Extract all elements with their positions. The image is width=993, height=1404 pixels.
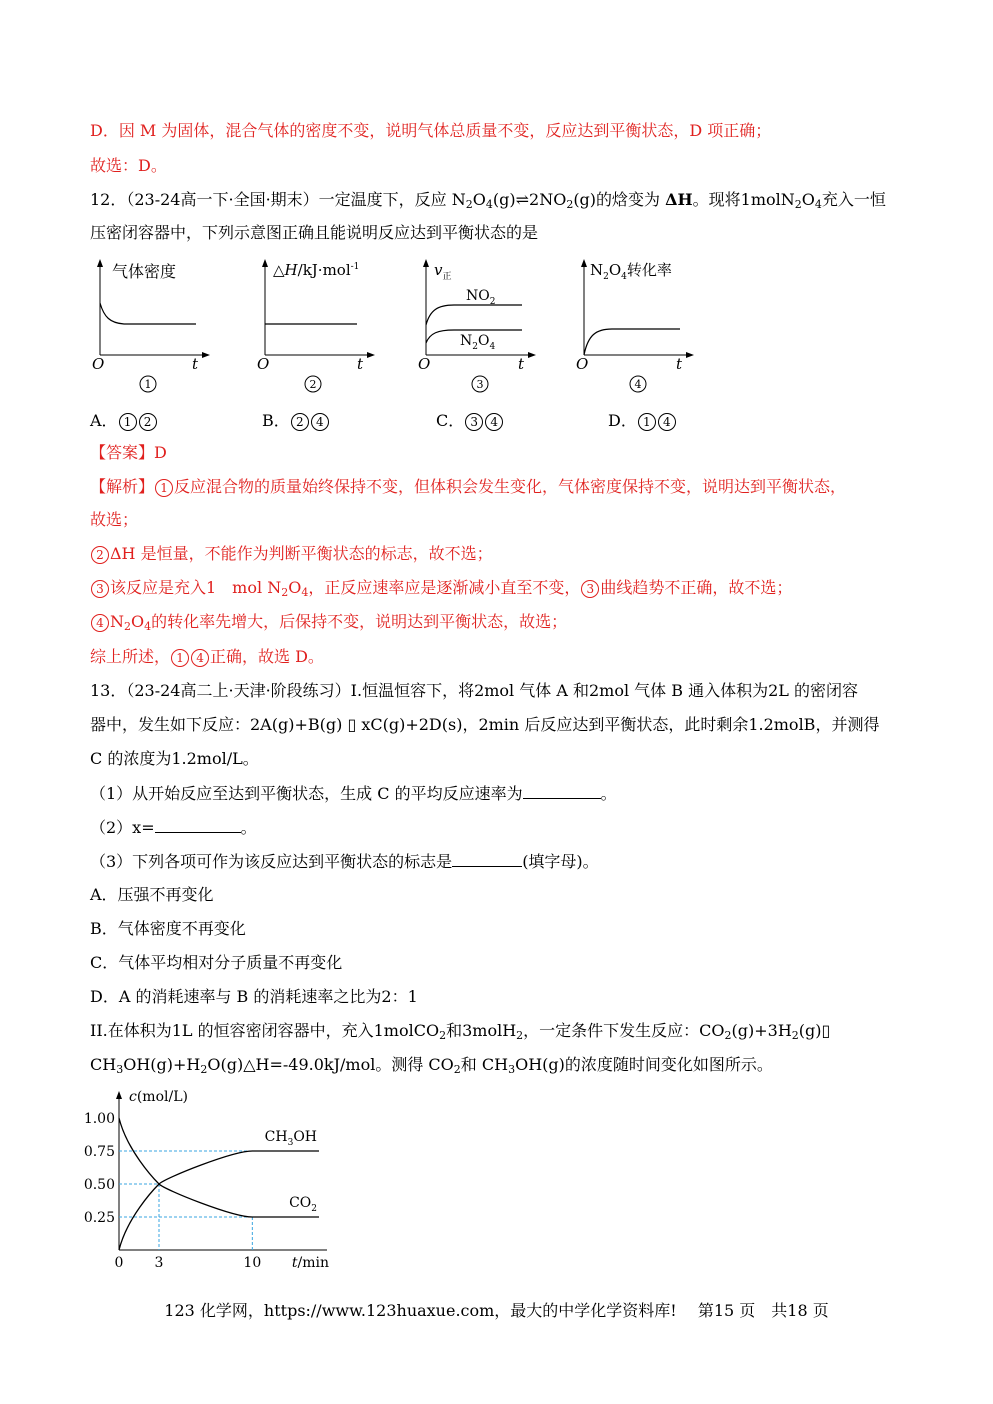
q13-sub1: （1）从开始反应至达到平衡状态，生成 C 的平均反应速率为 。 bbox=[90, 784, 617, 803]
graph-3 bbox=[414, 255, 544, 404]
prev-option-d: D．因 M 为固体，混合气体的密度不变，说明气体总质量不变，反应达到平衡状态，D 项正确； bbox=[90, 121, 772, 140]
q12-option-b: B． 2 4 bbox=[262, 408, 330, 431]
chart-y-arrow bbox=[116, 1091, 122, 1099]
q13-stem-line2: 器中，发生如下反应：2A(g)+B(g) ▯ xC(g)+2D(s)，2min 后反应达到平衡状态，此时剩余1.2molB，并测得 bbox=[90, 715, 880, 734]
graph-2 bbox=[253, 255, 383, 404]
x-tick-label: 3 bbox=[154, 1255, 164, 1270]
y-tick-label: 1.00 bbox=[84, 1111, 115, 1127]
q12-stem-line2: 压密闭容器中，下列示意图正确且能说明反应达到平衡状态的是 bbox=[90, 223, 539, 242]
q13-part2-line2: $CH_3OH(g)+H_2O(g)\triangle H=-49.0kJ$/mol。测得 $CO_2$和 $CH_3OH(g)$的浓度随时间变化如图所示。 bbox=[90, 1055, 773, 1076]
q12-explanation-4: 4 $N_2O_4$的转化率先增大，后保持不变，说明达到平衡状态，故选； bbox=[90, 611, 567, 633]
q12-summary: 综上所述， 1 4 正确，故选 D。 bbox=[90, 647, 324, 666]
concentration-chart bbox=[84, 1085, 344, 1274]
graph-4-ylabel: $N_2O_4$转化率 bbox=[590, 261, 672, 282]
graph-4-origin: O bbox=[576, 355, 589, 373]
graph-1-tlabel: t bbox=[192, 355, 199, 373]
q12-option-d: D． 1 4 bbox=[608, 408, 677, 431]
chart-ylabel: c(mol/L) bbox=[129, 1089, 188, 1105]
series-label-ch3oh: $CH_3OH$ bbox=[264, 1129, 317, 1148]
q13-stem-line3: C 的浓度为1.2mol/L。 bbox=[90, 749, 259, 768]
q13-sub2: （2）x= 。 bbox=[90, 818, 257, 837]
graph-3-n2o4-label: $N_2O_4$ bbox=[460, 333, 496, 352]
graph-1 bbox=[88, 255, 218, 404]
graph-2-ylabel: △H/kJ·mol$^{-1}$ bbox=[273, 261, 360, 279]
chart-xlabel: t/min bbox=[291, 1255, 329, 1270]
x-tick-label: 0 bbox=[114, 1255, 124, 1270]
q13-option-c: C．气体平均相对分子质量不再变化 bbox=[90, 953, 343, 972]
graph-4-caption: 4 bbox=[634, 378, 642, 391]
prev-selection: 故选：D。 bbox=[90, 156, 167, 175]
q12-stem-line1: 12．（23-24高一下·全国·期末）一定温度下，反应 $N_2O_4(g)\rightleftharpoons 2NO_2(g)$的焓变为 ΔH。现将$1molN_2O_4$充入一恒 bbox=[90, 190, 886, 211]
q12-explanation-3: 3 该反应是充入1 mol $N_2O_4$，正反应速率应是逐渐减小直至不变， 3 曲线趋势不正确，故不选； bbox=[90, 577, 792, 599]
q12-explanation-2: 2 ΔH 是恒量，不能作为判断平衡状态的标志，故不选； bbox=[90, 543, 493, 565]
graph-2-tlabel: t bbox=[357, 355, 364, 373]
q12-explanation-1b: 故选； bbox=[90, 510, 139, 529]
q13-option-b: B．气体密度不再变化 bbox=[90, 919, 246, 938]
y-tick-label: 0.50 bbox=[84, 1177, 115, 1193]
graph-4 bbox=[572, 255, 702, 404]
q13-stem-line1: 13．（23-24高二上·天津·阶段练习）I.恒温恒容下，将2mol 气体 A 和2mol 气体 B 通入体积为2L 的密闭容 bbox=[90, 681, 858, 700]
graph-3-no2-label: $NO_2$ bbox=[466, 288, 496, 307]
graph-3-caption: 3 bbox=[476, 378, 484, 391]
graph-2-caption: 2 bbox=[309, 378, 317, 391]
graph-1-origin: O bbox=[92, 355, 105, 373]
graph-1-ylabel: 气体密度 bbox=[112, 262, 177, 281]
q12-answer: 【答案】D bbox=[90, 443, 167, 462]
graph-3-ylabel: $v_正$ bbox=[434, 261, 452, 282]
graph-3-tlabel: t bbox=[518, 355, 525, 373]
graph-4-tlabel: t bbox=[676, 355, 683, 373]
series-label-co2: $CO_2$ bbox=[289, 1195, 317, 1214]
q13-option-d: D．A 的消耗速率与 B 的消耗速率之比为2：1 bbox=[90, 987, 418, 1006]
graph-3-origin: O bbox=[418, 355, 431, 373]
page-footer: 123 化学网，https://www.123huaxue.com，最大的中学化学资料库! 第15 页 共18 页 bbox=[164, 1301, 829, 1320]
q13-sub3: （3）下列各项可作为该反应达到平衡状态的标志是 (填字母)。 bbox=[90, 852, 599, 871]
q12-explanation-1: 【解析】 1 反应混合物的质量始终保持不变，但体积会发生变化，气体密度保持不变，说明达到平衡状态， bbox=[90, 477, 847, 496]
y-tick-label: 0.25 bbox=[84, 1210, 115, 1226]
q12-option-a: A． 1 2 bbox=[90, 408, 158, 431]
q13-part2-line1: II.在体积为1L 的恒容密闭容器中，充入1molCO$_2$和3molH$_2$，一定条件下发生反应：$CO_2(g)+3H_2(g)▯$ bbox=[90, 1021, 831, 1042]
y-tick-label: 0.75 bbox=[84, 1144, 115, 1160]
q12-option-c: C． 3 4 bbox=[436, 408, 504, 431]
graph-1-caption: 1 bbox=[144, 378, 152, 391]
q13-option-a: A．压强不再变化 bbox=[90, 885, 214, 904]
x-tick-label: 10 bbox=[243, 1255, 262, 1270]
graph-2-origin: O bbox=[257, 355, 270, 373]
